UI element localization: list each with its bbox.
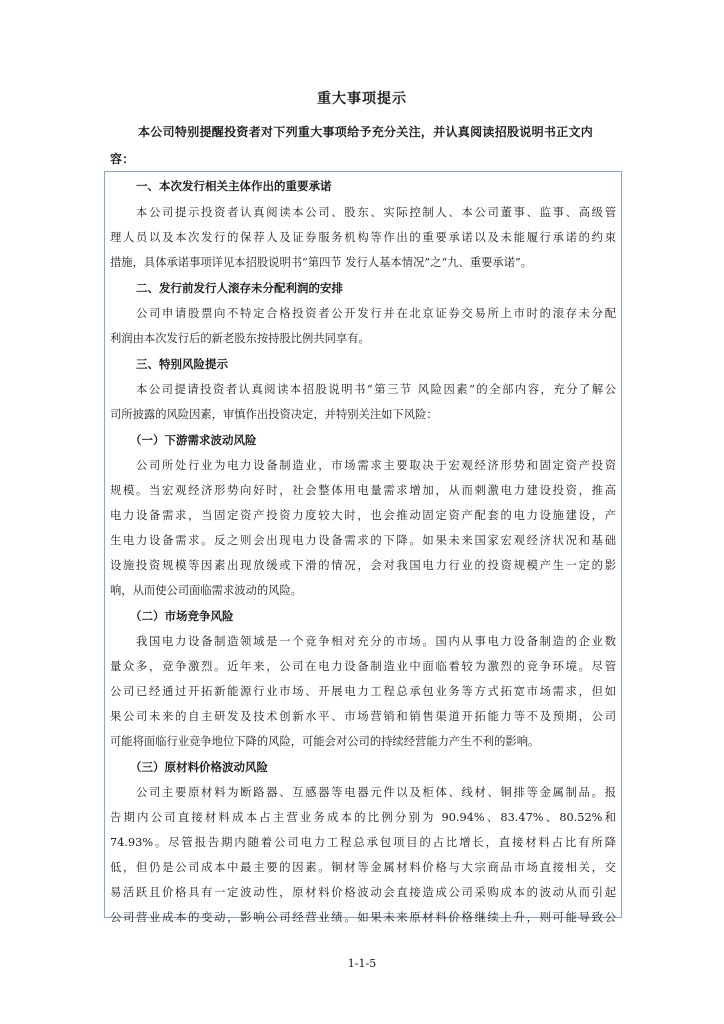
paragraph-line: 果公司未来的自主研发及技术创新水平、市场营销和销售渠道开拓能力等不及预期，公司 [110,710,616,723]
paragraph-line: 公司营业成本的变动，影响公司经营业绩。如果未来原材料价格继续上升，则可能导致公 [110,911,616,924]
paragraph-line: 我国电力设备制造领域是一个竞争相对充分的市场。国内从事电力设备制造的企业数 [136,635,616,648]
paragraph-line: 司所披露的风险因素，审慎作出投资决定，并特别关注如下风险： [110,408,438,421]
paragraph-line: 易活跃且价格具有一定波动性，原材料价格波动会直接造成公司采购成本的波动从而引起 [110,886,616,899]
intro-line-2: 容： [110,152,135,166]
page-title: 重大事项提示 [317,91,407,107]
paragraph-line: 低，但仍是公司成本中最主要的因素。铜材等金属材料价格与大宗商品市场直接相关，交 [110,861,616,874]
paragraph-line: 可能将面临行业竞争地位下降的风险，可能会对公司的持续经营能力产生不利的影响。 [110,735,540,748]
paragraph-line: 本公司提示投资者认真阅读本公司、股东、实际控制人、本公司董事、监事、高级管 [136,206,616,219]
paragraph-line: 告期内公司直接材料成本占主营业务成本的比例分别为 90.94%、83.47%、80.52%和 [110,811,616,824]
section-heading-retained-profits: 二、发行前发行人滚存未分配利润的安排 [136,281,343,295]
risk-heading-raw-material: （三）原材料价格波动风险 [130,760,268,774]
paragraph-line: 公司已经通过开拓新能源行业市场、开展电力工程总承包业务等方式拓宽市场需求，但如 [110,685,616,698]
intro-line-1: 本公司特别提醒投资者对下列重大事项给予充分关注，并认真阅读招股说明书正文内 [138,125,594,139]
paragraph-line: 74.93%。尽管报告期内随着公司电力工程总承包项目的占比增长，直接材料占比有所降 [110,836,616,849]
paragraph-line: 利润由本次发行后的新老股东按持股比例共同享有。 [110,332,370,345]
paragraph-line: 电力设备需求，当固定资产投资力度较大时，也会推动固定资产配套的电力设施建设，产 [110,509,616,522]
section-heading-commitments: 一、本次发行相关主体作出的重要承诺 [136,179,332,193]
paragraph-line: 措施，具体承诺事项详见本招股说明书“第四节 发行人基本情况”之“九、重要承诺”。 [110,256,533,269]
paragraph-line: 量众多，竞争激烈。近年来，公司在电力设备制造业中面临着较为激烈的竞争环境。尽管 [110,660,616,673]
paragraph-line: 公司主要原材料为断路器、互感器等电器元件以及柜体、线材、铜排等金属制品。报 [136,786,616,799]
paragraph-line: 规模。当宏观经济形势向好时，社会整体用电量需求增加，从而刺激电力建设投资，推高 [110,484,616,497]
risk-heading-demand: （一）下游需求波动风险 [130,433,257,447]
paragraph-line: 响，从而使公司面临需求波动的风险。 [110,584,303,597]
risk-heading-competition: （二）市场竞争风险 [130,609,234,623]
section-heading-special-risks: 三、特别风险提示 [136,357,228,371]
page-number: 1-1-5 [347,957,377,970]
paragraph-line: 生电力设备需求。反之则会出现电力设备需求的下降。如果未来国家宏观经济状况和基础 [110,534,616,547]
paragraph-line: 理人员以及本次发行的保荐人及证券服务机构等作出的重要承诺以及未能履行承诺的约束 [110,231,616,244]
paragraph-line: 设施投资规模等因素出现放缓或下滑的情况，会对我国电力行业的投资规模产生一定的影 [110,559,616,572]
paragraph-line: 本公司提请投资者认真阅读本招股说明书“第三节 风险因素”的全部内容，充分了解公 [136,383,616,396]
paragraph-line: 公司所处行业为电力设备制造业，市场需求主要取决于宏观经济形势和固定资产投资 [136,459,616,472]
paragraph-line: 公司申请股票向不特定合格投资者公开发行并在北京证券交易所上市时的滚存未分配 [136,307,616,320]
